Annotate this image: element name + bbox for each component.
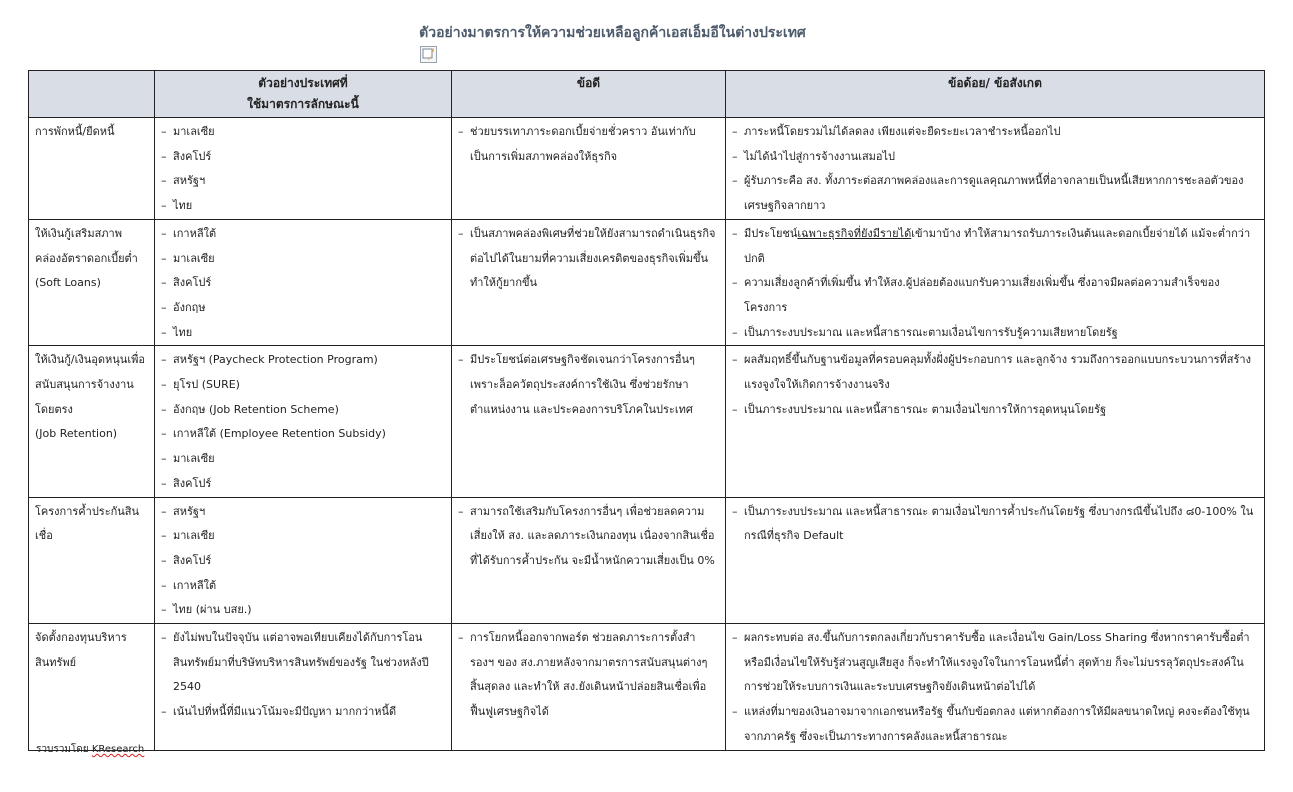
category-cell — [29, 346, 155, 497]
list-item: – เกาหลีใต้ — [161, 222, 445, 247]
header-countries-line1: ตัวอย่างประเทศที่ — [258, 76, 348, 90]
list-item — [732, 222, 1258, 271]
list-item: – แหล่งที่มาของเงินอาจมาจากเอกชนหรือรัฐ ขึ้นกับข้อตกลง แต่หากต้องการให้มีผลขนาดใหญ่ คงจะต้องใช้ทุนจากภาครัฐ ซึ่งจะเป็นภาระทางการคลังและหนี้สาธารณะ — [732, 700, 1258, 749]
list-item: – ยังไม่พบในปัจจุบัน แต่อาจพอเทียบเคียงได้กับการโอนสินทรัพย์มาที่บริษัทบริหารสินทรัพย์ของรัฐ ในช่วงหลังปี 2540 — [161, 626, 445, 700]
list-item: – ยุโรป (SURE) — [161, 373, 445, 398]
table-row — [29, 346, 1265, 497]
countries-cell — [155, 624, 452, 751]
cons-cell — [726, 497, 1265, 624]
category-cell: การพักหนี้/ยืดหนี้ — [29, 118, 155, 220]
category-en: (Job Retention) — [35, 427, 118, 441]
list-item: – สิงคโปร์ — [161, 472, 445, 497]
countries-cell — [155, 118, 452, 220]
category-cell: โครงการค้ำประกันสินเชื่อ — [29, 497, 155, 624]
category-cell: จัดตั้งกองทุนบริหารสินทรัพย์ — [29, 624, 155, 751]
measures-table — [28, 70, 1265, 751]
list-item: – สิงคโปร์ — [161, 549, 445, 574]
list-item: – ไทย — [161, 321, 445, 346]
table-row — [29, 497, 1265, 624]
list-item: – เป็นภาระงบประมาณ และหนี้สาธารณะ ตามเงื่อนไขการให้การอุดหนุนโดยรัฐ — [732, 398, 1258, 423]
list-item: – มาเลเซีย — [161, 524, 445, 549]
source-note — [36, 742, 144, 757]
cons-text: เข้ามาบ้าง ทำให้สามารถรับภาระเงินต้นและดอกเบี้ยจ่ายได้ แม้จะต่ำกว่าปกติ — [744, 226, 1251, 265]
list-item: – การโยกหนี้ออกจากพอร์ต ช่วยลดภาระการตั้งสำรองฯ ของ สง.ภายหลังจากมาตรการสนับสนุนต่างๆ สิ้นสุดลง และทำให้ สง.ยังเดินหน้าปล่อยสินเชื่อเพื่อฟื้นฟูเศรษฐกิจได้ — [458, 626, 719, 725]
list-item: – ผลสัมฤทธิ์ขึ้นกับฐานข้อมูลที่ครอบคลุมทั้งฝั่งผู้ประกอบการ และลูกจ้าง รวมถึงการออกแบบกระบวนการที่สร้างแรงจูงใจให้เกิดการจ้างงานจริง — [732, 348, 1258, 397]
list-item: – เกาหลีใต้ (Employee Retention Subsidy) — [161, 422, 445, 447]
pros-cell — [452, 624, 726, 751]
cons-cell — [726, 346, 1265, 497]
list-item: – มาเลเซีย — [161, 247, 445, 272]
edit-icon[interactable] — [420, 46, 437, 63]
list-item: – มาเลเซีย — [161, 447, 445, 472]
list-item: – สหรัฐฯ — [161, 500, 445, 525]
category-cell: ให้เงินกู้เสริมสภาพคล่องอัตราดอกเบี้ยต่ำ (Soft Loans) — [29, 219, 155, 346]
list-item: – เกาหลีใต้ — [161, 574, 445, 599]
source-prefix: รวบรวมโดย — [36, 744, 89, 755]
list-item: – เป็นสภาพคล่องพิเศษที่ช่วยให้ยังสามารถดำเนินธุรกิจต่อไปได้ในยามที่ความเสี่ยงเครดิตของธุรกิจเพิ่มขึ้น ทำให้กู้ยากขึ้น — [458, 222, 719, 296]
list-item: – มีประโยชน์ต่อเศรษฐกิจชัดเจนกว่าโครงการอื่นๆ เพราะล็อควัตถุประสงค์การใช้เงิน ซึ่งช่วยรักษาตำแหน่งงาน และประคองการบริโภคในประเทศ — [458, 348, 719, 422]
pros-cell — [452, 346, 726, 497]
header-pros: ข้อดี — [452, 71, 726, 118]
list-item: – อังกฤษ — [161, 296, 445, 321]
table-row — [29, 624, 1265, 751]
list-item: – ความเสี่ยงลูกค้าที่เพิ่มขึ้น ทำให้สง.ผู้ปล่อยต้องแบกรับความเสี่ยงเพิ่มขึ้น ซึ่งอาจมีผลต่อความสำเร็จของโครงการ — [732, 271, 1258, 320]
list-item: – สิงคโปร์ — [161, 271, 445, 296]
category-text: ให้เงินกู้/เงินอุดหนุนเพื่อสนับสนุนการจ้างงานโดยตรง — [35, 353, 145, 416]
pros-cell — [452, 219, 726, 346]
list-item: – สามารถใช้เสริมกับโครงการอื่นๆ เพื่อช่วยลดความเสี่ยงให้ สง. และลดภาระเงินกองทุน เนื่องจากสินเชื่อที่ได้รับการค้ำประกัน จะมีน้ำหนักความเสี่ยงเป็น 0% — [458, 500, 719, 574]
page-title: ตัวอย่างมาตรการให้ความช่วยเหลือลูกค้าเอสเอ็มอีในต่างประเทศ — [419, 25, 806, 41]
list-item: – ไทย — [161, 194, 445, 219]
table-header-row — [29, 71, 1265, 118]
header-countries-line2: ใช้มาตรการลักษณะนี้ — [247, 97, 359, 111]
list-item: – ผลกระทบต่อ สง.ขึ้นกับการตกลงเกี่ยวกับราคารับซื้อ และเงื่อนไข Gain/Loss Sharing ซึ่งหากราคารับซื้อต่ำหรือมีเงื่อนไขให้รับรู้ส่วนสูญเสียสูง ก็จะทำให้แรงจูงใจในการโอนหนี้ต่ำ สุดท้าย ก็จะไม่บรรลุวัตถุประสงค์ในการช่วยให้ระบบการเงินและระบบเศรษฐกิจยังเดินหน้าต่อไปได้ — [732, 626, 1258, 700]
countries-cell — [155, 497, 452, 624]
list-item: – สหรัฐฯ (Paycheck Protection Program) — [161, 348, 445, 373]
pros-cell — [452, 118, 726, 220]
list-item: – มาเลเซีย — [161, 120, 445, 145]
list-item: – สิงคโปร์ — [161, 145, 445, 170]
cons-cell — [726, 118, 1265, 220]
list-item: – ภาระหนี้โดยรวมไม่ได้ลดลง เพียงแต่จะยืดระยะเวลาชำระหนี้ออกไป — [732, 120, 1258, 145]
countries-cell — [155, 219, 452, 346]
countries-cell — [155, 346, 452, 497]
cons-cell — [726, 624, 1265, 751]
header-category — [29, 71, 155, 118]
header-countries — [155, 71, 452, 118]
cons-emphasis: เฉพาะธุรกิจที่ยังมีรายได้ — [797, 226, 912, 240]
table-row — [29, 219, 1265, 346]
list-item: – ไทย (ผ่าน บสย.) — [161, 598, 445, 623]
list-item: – เป็นภาระงบประมาณ และหนี้สาธารณะ ตามเงื่อนไขการค้ำประกันโดยรัฐ ซึ่งบางกรณีขึ้นไปถึง ๘0-100% ในกรณีที่ธุรกิจ Default — [732, 500, 1258, 549]
list-item: – อังกฤษ (Job Retention Scheme) — [161, 398, 445, 423]
list-item: – ไม่ได้นำไปสู่การจ้างงานเสมอไป — [732, 145, 1258, 170]
list-item: – เป็นภาระงบประมาณ และหนี้สาธารณะตามเงื่อนไขการรับรู้ความเสียหายโดยรัฐ — [732, 321, 1258, 346]
table-row — [29, 118, 1265, 220]
cons-text: มีประโยชน์ — [744, 226, 798, 240]
cons-cell — [726, 219, 1265, 346]
list-item: – เน้นไปที่หนี้ที่มีแนวโน้มจะมีปัญหา มากกว่าหนี้ดี — [161, 700, 445, 725]
list-item: – ผู้รับภาระคือ สง. ทั้งภาระต่อสภาพคล่องและการดูแลคุณภาพหนี้ที่อาจกลายเป็นหนี้เสียหากการชะลอตัวของเศรษฐกิจลากยาว — [732, 169, 1258, 218]
source-brand: KResearch — [91, 744, 145, 755]
header-cons: ข้อด้อย/ ข้อสังเกต — [726, 71, 1265, 118]
pros-cell — [452, 497, 726, 624]
list-item: – ช่วยบรรเทาภาระดอกเบี้ยจ่ายชั่วคราว อันเท่ากับเป็นการเพิ่มสภาพคล่องให้ธุรกิจ — [458, 120, 719, 169]
list-item: – สหรัฐฯ — [161, 169, 445, 194]
